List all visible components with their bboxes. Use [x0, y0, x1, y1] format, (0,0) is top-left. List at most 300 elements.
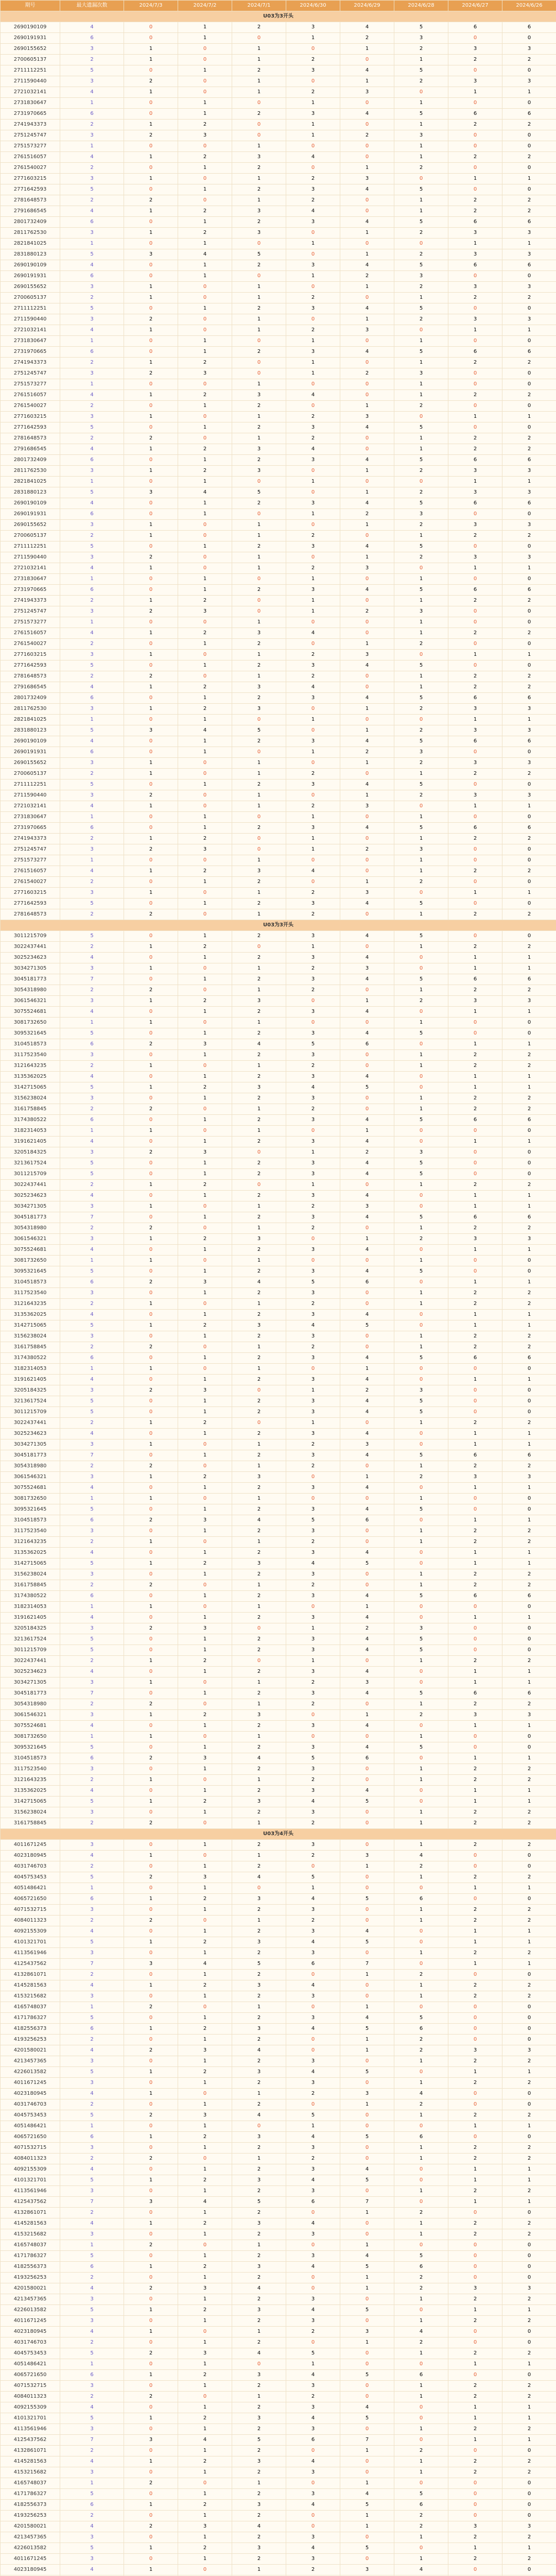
miss-count-cell: 1: [394, 1418, 448, 1429]
miss-count-cell: 0: [502, 1504, 556, 1515]
max-miss-cell: 2: [60, 1775, 124, 1786]
table-row: [1, 1872, 556, 1883]
max-miss-cell: 5: [60, 1937, 124, 1948]
table-row: [1, 758, 556, 769]
table-row: [1, 2197, 556, 2208]
miss-count-cell: 2: [232, 2013, 286, 2024]
miss-count-cell: 1: [124, 2370, 178, 2381]
table-row: [1, 2554, 556, 2565]
miss-count-cell: 2: [286, 1061, 340, 1072]
miss-count-cell: 1: [232, 141, 286, 152]
miss-count-cell: 3: [232, 1234, 286, 1245]
miss-count-cell: 5: [394, 347, 448, 358]
miss-count-cell: 6: [448, 498, 502, 509]
miss-count-cell: 5: [394, 931, 448, 942]
miss-count-cell: 1: [178, 1634, 232, 1645]
max-miss-cell: 3: [60, 1234, 124, 1245]
table-row: [1, 639, 556, 650]
miss-count-cell: 2: [286, 195, 340, 206]
issue-id-cell: 3156238024: [1, 1093, 60, 1104]
miss-count-cell: 0: [124, 347, 178, 358]
miss-count-cell: 0: [178, 563, 232, 574]
miss-count-cell: 2: [178, 466, 232, 477]
miss-count-cell: 0: [394, 1926, 448, 1937]
miss-count-cell: 1: [124, 1439, 178, 1450]
miss-count-cell: 3: [232, 2413, 286, 2424]
miss-count-cell: 0: [286, 2446, 340, 2456]
max-miss-cell: 4: [60, 1721, 124, 1732]
miss-count-cell: 0: [502, 1018, 556, 1028]
max-miss-cell: 4: [60, 498, 124, 509]
miss-count-cell: 1: [124, 628, 178, 639]
miss-count-cell: 2: [448, 682, 502, 693]
miss-count-cell: 1: [232, 1104, 286, 1115]
miss-count-cell: 0: [286, 2337, 340, 2348]
miss-count-cell: 0: [286, 314, 340, 325]
max-miss-cell: 5: [60, 1742, 124, 1753]
miss-count-cell: 4: [286, 1320, 340, 1331]
miss-count-cell: 0: [394, 801, 448, 812]
miss-count-cell: 2: [232, 347, 286, 358]
max-miss-cell: 1: [60, 715, 124, 725]
miss-count-cell: 1: [340, 639, 394, 650]
miss-count-cell: 1: [394, 682, 448, 693]
miss-count-cell: 0: [340, 2056, 394, 2067]
issue-id-cell: 4113561946: [1, 2424, 60, 2435]
miss-count-cell: 2: [232, 2164, 286, 2175]
miss-count-cell: 5: [394, 217, 448, 228]
miss-count-cell: 0: [340, 1288, 394, 1299]
miss-count-cell: 2: [124, 909, 178, 920]
miss-count-cell: 2: [232, 109, 286, 120]
table-row: [1, 1764, 556, 1775]
max-miss-cell: 4: [60, 866, 124, 877]
miss-count-cell: 0: [448, 2273, 502, 2283]
miss-count-cell: 1: [124, 444, 178, 455]
miss-count-cell: 0: [448, 303, 502, 314]
column-header: 2024/6/27: [448, 1, 502, 11]
max-miss-cell: 2: [60, 1970, 124, 1980]
miss-count-cell: 0: [340, 531, 394, 541]
table-row: [1, 282, 556, 293]
max-miss-cell: 2: [60, 2392, 124, 2402]
miss-count-cell: 6: [502, 22, 556, 33]
table-row: [1, 2521, 556, 2532]
miss-count-cell: 1: [340, 552, 394, 563]
miss-count-cell: 0: [448, 184, 502, 195]
max-miss-cell: 2: [60, 2511, 124, 2521]
miss-count-cell: 4: [286, 1937, 340, 1948]
issue-id-cell: 2721032141: [1, 801, 60, 812]
max-miss-cell: 2: [60, 1861, 124, 1872]
miss-count-cell: 0: [286, 1494, 340, 1504]
miss-count-cell: 0: [394, 477, 448, 487]
miss-count-cell: 0: [124, 65, 178, 76]
max-miss-cell: 3: [60, 1991, 124, 2002]
miss-count-cell: 0: [340, 1580, 394, 1591]
miss-count-cell: 5: [394, 1688, 448, 1699]
miss-count-cell: 3: [394, 1385, 448, 1396]
miss-count-cell: 2: [502, 2186, 556, 2197]
miss-count-cell: 5: [340, 2413, 394, 2424]
table-row: [1, 617, 556, 628]
miss-count-cell: 2: [124, 368, 178, 379]
miss-count-cell: 2: [178, 682, 232, 693]
miss-count-cell: 0: [232, 844, 286, 855]
issue-id-cell: 2700605137: [1, 769, 60, 779]
miss-count-cell: 4: [286, 2262, 340, 2273]
miss-count-cell: 1: [502, 1515, 556, 1526]
table-row: [1, 1537, 556, 1548]
miss-count-cell: 1: [286, 1623, 340, 1634]
miss-count-cell: 3: [286, 1115, 340, 1126]
miss-count-cell: 1: [394, 2056, 448, 2067]
miss-count-cell: 1: [124, 650, 178, 660]
miss-count-cell: 4: [340, 260, 394, 271]
miss-count-cell: 3: [394, 368, 448, 379]
miss-count-cell: 0: [286, 466, 340, 477]
miss-count-cell: 0: [448, 1126, 502, 1137]
max-miss-cell: 1: [60, 239, 124, 249]
miss-count-cell: 1: [286, 747, 340, 758]
max-miss-cell: 3: [60, 2381, 124, 2392]
miss-count-cell: 0: [124, 2424, 178, 2435]
miss-count-cell: 0: [394, 953, 448, 963]
max-miss-cell: 4: [60, 2283, 124, 2294]
table-row: [1, 531, 556, 541]
issue-id-cell: 3121643235: [1, 1061, 60, 1072]
miss-count-cell: 3: [232, 390, 286, 401]
issue-id-cell: 3156238024: [1, 1569, 60, 1580]
miss-count-cell: 2: [394, 1710, 448, 1721]
miss-count-cell: 1: [340, 401, 394, 412]
miss-count-cell: 0: [502, 899, 556, 909]
miss-count-cell: 0: [124, 974, 178, 985]
miss-count-cell: 3: [286, 1050, 340, 1061]
miss-count-cell: 4: [232, 2348, 286, 2359]
miss-count-cell: 1: [448, 1548, 502, 1558]
issue-id-cell: 3025234623: [1, 1667, 60, 1677]
miss-count-cell: 1: [448, 239, 502, 249]
miss-count-cell: 1: [232, 1537, 286, 1548]
max-miss-cell: 5: [60, 1872, 124, 1883]
miss-count-cell: 1: [286, 834, 340, 844]
issue-id-cell: 3104518573: [1, 1039, 60, 1050]
miss-count-cell: 0: [178, 1126, 232, 1137]
miss-count-cell: 2: [448, 2348, 502, 2359]
miss-count-cell: 0: [124, 2229, 178, 2240]
miss-count-cell: 1: [178, 455, 232, 466]
miss-count-cell: 2: [178, 120, 232, 130]
miss-count-cell: 0: [340, 1569, 394, 1580]
issue-id-cell: 2711112251: [1, 65, 60, 76]
miss-count-cell: 2: [448, 206, 502, 217]
miss-count-cell: 1: [178, 1861, 232, 1872]
miss-count-cell: 4: [340, 1483, 394, 1494]
miss-count-cell: 2: [286, 1299, 340, 1310]
miss-count-cell: 2: [178, 2500, 232, 2511]
miss-count-cell: 1: [178, 974, 232, 985]
miss-count-cell: 0: [502, 2511, 556, 2521]
miss-count-cell: 4: [232, 2110, 286, 2121]
table-header: [1, 1, 556, 11]
miss-count-cell: 0: [448, 1158, 502, 1169]
issue-id-cell: 2801732409: [1, 455, 60, 466]
miss-count-cell: 2: [502, 2381, 556, 2392]
miss-count-cell: 6: [502, 217, 556, 228]
miss-count-cell: 0: [340, 2143, 394, 2154]
miss-count-cell: 0: [124, 2099, 178, 2110]
max-miss-cell: 4: [60, 1613, 124, 1623]
section-header-row: [1, 11, 556, 22]
miss-count-cell: 0: [124, 1883, 178, 1894]
miss-count-cell: 2: [286, 650, 340, 660]
issue-id-cell: 4031746703: [1, 2337, 60, 2348]
miss-count-cell: 6: [448, 22, 502, 33]
miss-count-cell: 0: [286, 44, 340, 55]
miss-count-cell: 1: [448, 1753, 502, 1764]
miss-count-cell: 3: [448, 996, 502, 1007]
miss-count-cell: 0: [124, 1429, 178, 1439]
issue-id-cell: 2711112251: [1, 541, 60, 552]
miss-count-cell: 2: [448, 942, 502, 953]
miss-count-cell: 5: [340, 2543, 394, 2554]
issue-id-cell: 3117523540: [1, 1526, 60, 1537]
miss-count-cell: 3: [232, 444, 286, 455]
miss-count-cell: 0: [502, 130, 556, 141]
miss-count-cell: 3: [232, 1320, 286, 1331]
table-row: [1, 2381, 556, 2392]
max-miss-cell: 5: [60, 2175, 124, 2186]
table-row: [1, 2099, 556, 2110]
miss-count-cell: 2: [232, 2337, 286, 2348]
miss-count-cell: 0: [232, 1418, 286, 1429]
miss-count-cell: 2: [448, 2554, 502, 2565]
miss-count-cell: 2: [286, 1537, 340, 1548]
miss-count-cell: 1: [124, 120, 178, 130]
miss-count-cell: 1: [178, 1093, 232, 1104]
miss-count-cell: 3: [448, 704, 502, 715]
miss-count-cell: 1: [178, 1807, 232, 1818]
miss-count-cell: 2: [394, 2446, 448, 2456]
max-miss-cell: 2: [60, 1061, 124, 1072]
issue-id-cell: 2781648573: [1, 195, 60, 206]
miss-count-cell: 1: [232, 985, 286, 996]
miss-count-cell: 1: [502, 1483, 556, 1494]
miss-count-cell: 0: [394, 1137, 448, 1147]
miss-count-cell: 0: [340, 141, 394, 152]
miss-count-cell: 3: [232, 2024, 286, 2035]
table-row: [1, 1439, 556, 1450]
miss-count-cell: 1: [448, 1613, 502, 1623]
max-miss-cell: 3: [60, 314, 124, 325]
miss-count-cell: 3: [340, 1677, 394, 1688]
miss-count-cell: 0: [124, 1634, 178, 1645]
miss-count-cell: 0: [448, 855, 502, 866]
table-row: [1, 1894, 556, 1905]
miss-count-cell: 2: [286, 87, 340, 98]
issue-id-cell: 3156238024: [1, 1331, 60, 1342]
table-row: [1, 1623, 556, 1634]
miss-count-cell: 1: [502, 2305, 556, 2316]
miss-count-cell: 0: [448, 574, 502, 585]
miss-count-cell: 0: [124, 1028, 178, 1039]
miss-count-cell: 2: [286, 909, 340, 920]
miss-count-cell: 1: [394, 2229, 448, 2240]
issue-id-cell: 2700605137: [1, 293, 60, 303]
max-miss-cell: 6: [60, 1894, 124, 1905]
max-miss-cell: 5: [60, 1558, 124, 1569]
miss-count-cell: 1: [178, 779, 232, 790]
miss-count-cell: 2: [232, 1310, 286, 1320]
miss-count-cell: 0: [178, 531, 232, 541]
miss-count-cell: 1: [502, 2175, 556, 2186]
issue-id-cell: 2731830647: [1, 98, 60, 109]
miss-count-cell: 0: [340, 2154, 394, 2164]
miss-count-cell: 3: [394, 509, 448, 520]
column-header: 2024/6/28: [394, 1, 448, 11]
miss-count-cell: 3: [286, 1569, 340, 1580]
miss-count-cell: 0: [286, 2035, 340, 2045]
miss-count-cell: 0: [340, 2467, 394, 2478]
table-row: [1, 412, 556, 422]
miss-count-cell: 1: [394, 1104, 448, 1115]
miss-count-cell: 1: [502, 2067, 556, 2078]
miss-count-cell: 2: [178, 2175, 232, 2186]
issue-id-cell: 4213457365: [1, 2056, 60, 2067]
miss-count-cell: 1: [394, 293, 448, 303]
issue-id-cell: 4092155309: [1, 1926, 60, 1937]
miss-count-cell: 2: [286, 2392, 340, 2402]
issue-id-cell: 4182556373: [1, 2024, 60, 2035]
miss-count-cell: 2: [178, 1234, 232, 1245]
miss-count-cell: 1: [178, 2035, 232, 2045]
miss-count-cell: 2: [124, 2240, 178, 2251]
max-miss-cell: 5: [60, 422, 124, 433]
miss-count-cell: 0: [394, 1039, 448, 1050]
max-miss-cell: 5: [60, 2251, 124, 2262]
miss-count-cell: 1: [178, 639, 232, 650]
issue-id-cell: 3191621405: [1, 1613, 60, 1623]
miss-count-cell: 0: [232, 596, 286, 606]
issue-id-cell: 3117523540: [1, 1764, 60, 1775]
max-miss-cell: 4: [60, 2565, 124, 2575]
miss-count-cell: 1: [394, 1256, 448, 1266]
max-miss-cell: 4: [60, 2089, 124, 2099]
miss-count-cell: 3: [232, 2067, 286, 2078]
miss-count-cell: 1: [394, 1331, 448, 1342]
miss-count-cell: 2: [178, 704, 232, 715]
max-miss-cell: 2: [60, 1916, 124, 1926]
miss-count-cell: 2: [124, 1818, 178, 1829]
miss-count-cell: 0: [502, 1894, 556, 1905]
miss-count-cell: 1: [394, 2467, 448, 2478]
miss-count-cell: 2: [448, 2381, 502, 2392]
miss-count-cell: 0: [286, 758, 340, 769]
max-miss-cell: 3: [60, 1569, 124, 1580]
miss-count-cell: 0: [178, 1299, 232, 1310]
miss-count-cell: 0: [340, 1331, 394, 1342]
miss-count-cell: 0: [124, 639, 178, 650]
miss-count-cell: 3: [286, 1840, 340, 1851]
miss-count-cell: 2: [502, 671, 556, 682]
miss-count-cell: 6: [502, 1115, 556, 1126]
miss-count-cell: 2: [448, 671, 502, 682]
miss-count-cell: 0: [232, 509, 286, 520]
max-miss-cell: 3: [60, 2294, 124, 2305]
miss-count-cell: 0: [394, 1786, 448, 1797]
miss-count-cell: 2: [232, 2251, 286, 2262]
issue-id-cell: 4113561946: [1, 1948, 60, 1959]
miss-count-cell: 4: [286, 2543, 340, 2554]
miss-count-cell: 0: [502, 2251, 556, 2262]
miss-count-cell: 4: [178, 725, 232, 736]
miss-count-cell: 3: [448, 758, 502, 769]
miss-count-cell: 2: [502, 195, 556, 206]
miss-count-cell: 6: [394, 1894, 448, 1905]
miss-count-cell: 2: [232, 2532, 286, 2543]
miss-count-cell: 0: [394, 563, 448, 574]
miss-count-cell: 1: [178, 477, 232, 487]
issue-id-cell: 3213617524: [1, 1396, 60, 1407]
miss-count-cell: 1: [232, 888, 286, 899]
issue-id-cell: 2821841025: [1, 715, 60, 725]
miss-count-cell: 1: [448, 2413, 502, 2424]
max-miss-cell: 6: [60, 585, 124, 596]
miss-count-cell: 2: [502, 1580, 556, 1591]
table-row: [1, 379, 556, 390]
table-row: [1, 2262, 556, 2273]
table-row: [1, 1948, 556, 1959]
max-miss-cell: 2: [60, 195, 124, 206]
miss-count-cell: 3: [286, 1548, 340, 1558]
miss-count-cell: 0: [394, 1277, 448, 1288]
table-row: [1, 747, 556, 758]
miss-count-cell: 0: [124, 1158, 178, 1169]
miss-count-cell: 1: [232, 552, 286, 563]
issue-id-cell: 4011671245: [1, 1840, 60, 1851]
issue-id-cell: 2731970665: [1, 109, 60, 120]
miss-count-cell: 2: [286, 1818, 340, 1829]
issue-id-cell: 3205184325: [1, 1623, 60, 1634]
miss-count-cell: 4: [340, 2251, 394, 2262]
miss-count-cell: 4: [232, 1872, 286, 1883]
miss-count-cell: 0: [502, 1169, 556, 1180]
miss-count-cell: 1: [448, 1007, 502, 1018]
miss-count-cell: 1: [286, 596, 340, 606]
table-row: [1, 1223, 556, 1234]
miss-count-cell: 0: [394, 1245, 448, 1256]
miss-count-cell: 0: [448, 2035, 502, 2045]
issue-id-cell: 2831880123: [1, 487, 60, 498]
miss-count-cell: 2: [178, 2543, 232, 2554]
miss-count-cell: 1: [124, 1980, 178, 1991]
max-miss-cell: 1: [60, 855, 124, 866]
miss-count-cell: 0: [178, 282, 232, 293]
miss-count-cell: 2: [232, 1526, 286, 1537]
miss-count-cell: 0: [340, 1494, 394, 1504]
issue-id-cell: 4011671245: [1, 2554, 60, 2565]
miss-count-cell: 3: [178, 844, 232, 855]
miss-count-cell: 5: [340, 1937, 394, 1948]
miss-count-cell: 5: [340, 2175, 394, 2186]
max-miss-cell: 5: [60, 1396, 124, 1407]
miss-count-cell: 0: [178, 141, 232, 152]
miss-count-cell: 2: [286, 1775, 340, 1786]
miss-count-cell: 5: [340, 1797, 394, 1807]
miss-count-cell: 1: [232, 2565, 286, 2575]
miss-count-cell: 0: [124, 1396, 178, 1407]
